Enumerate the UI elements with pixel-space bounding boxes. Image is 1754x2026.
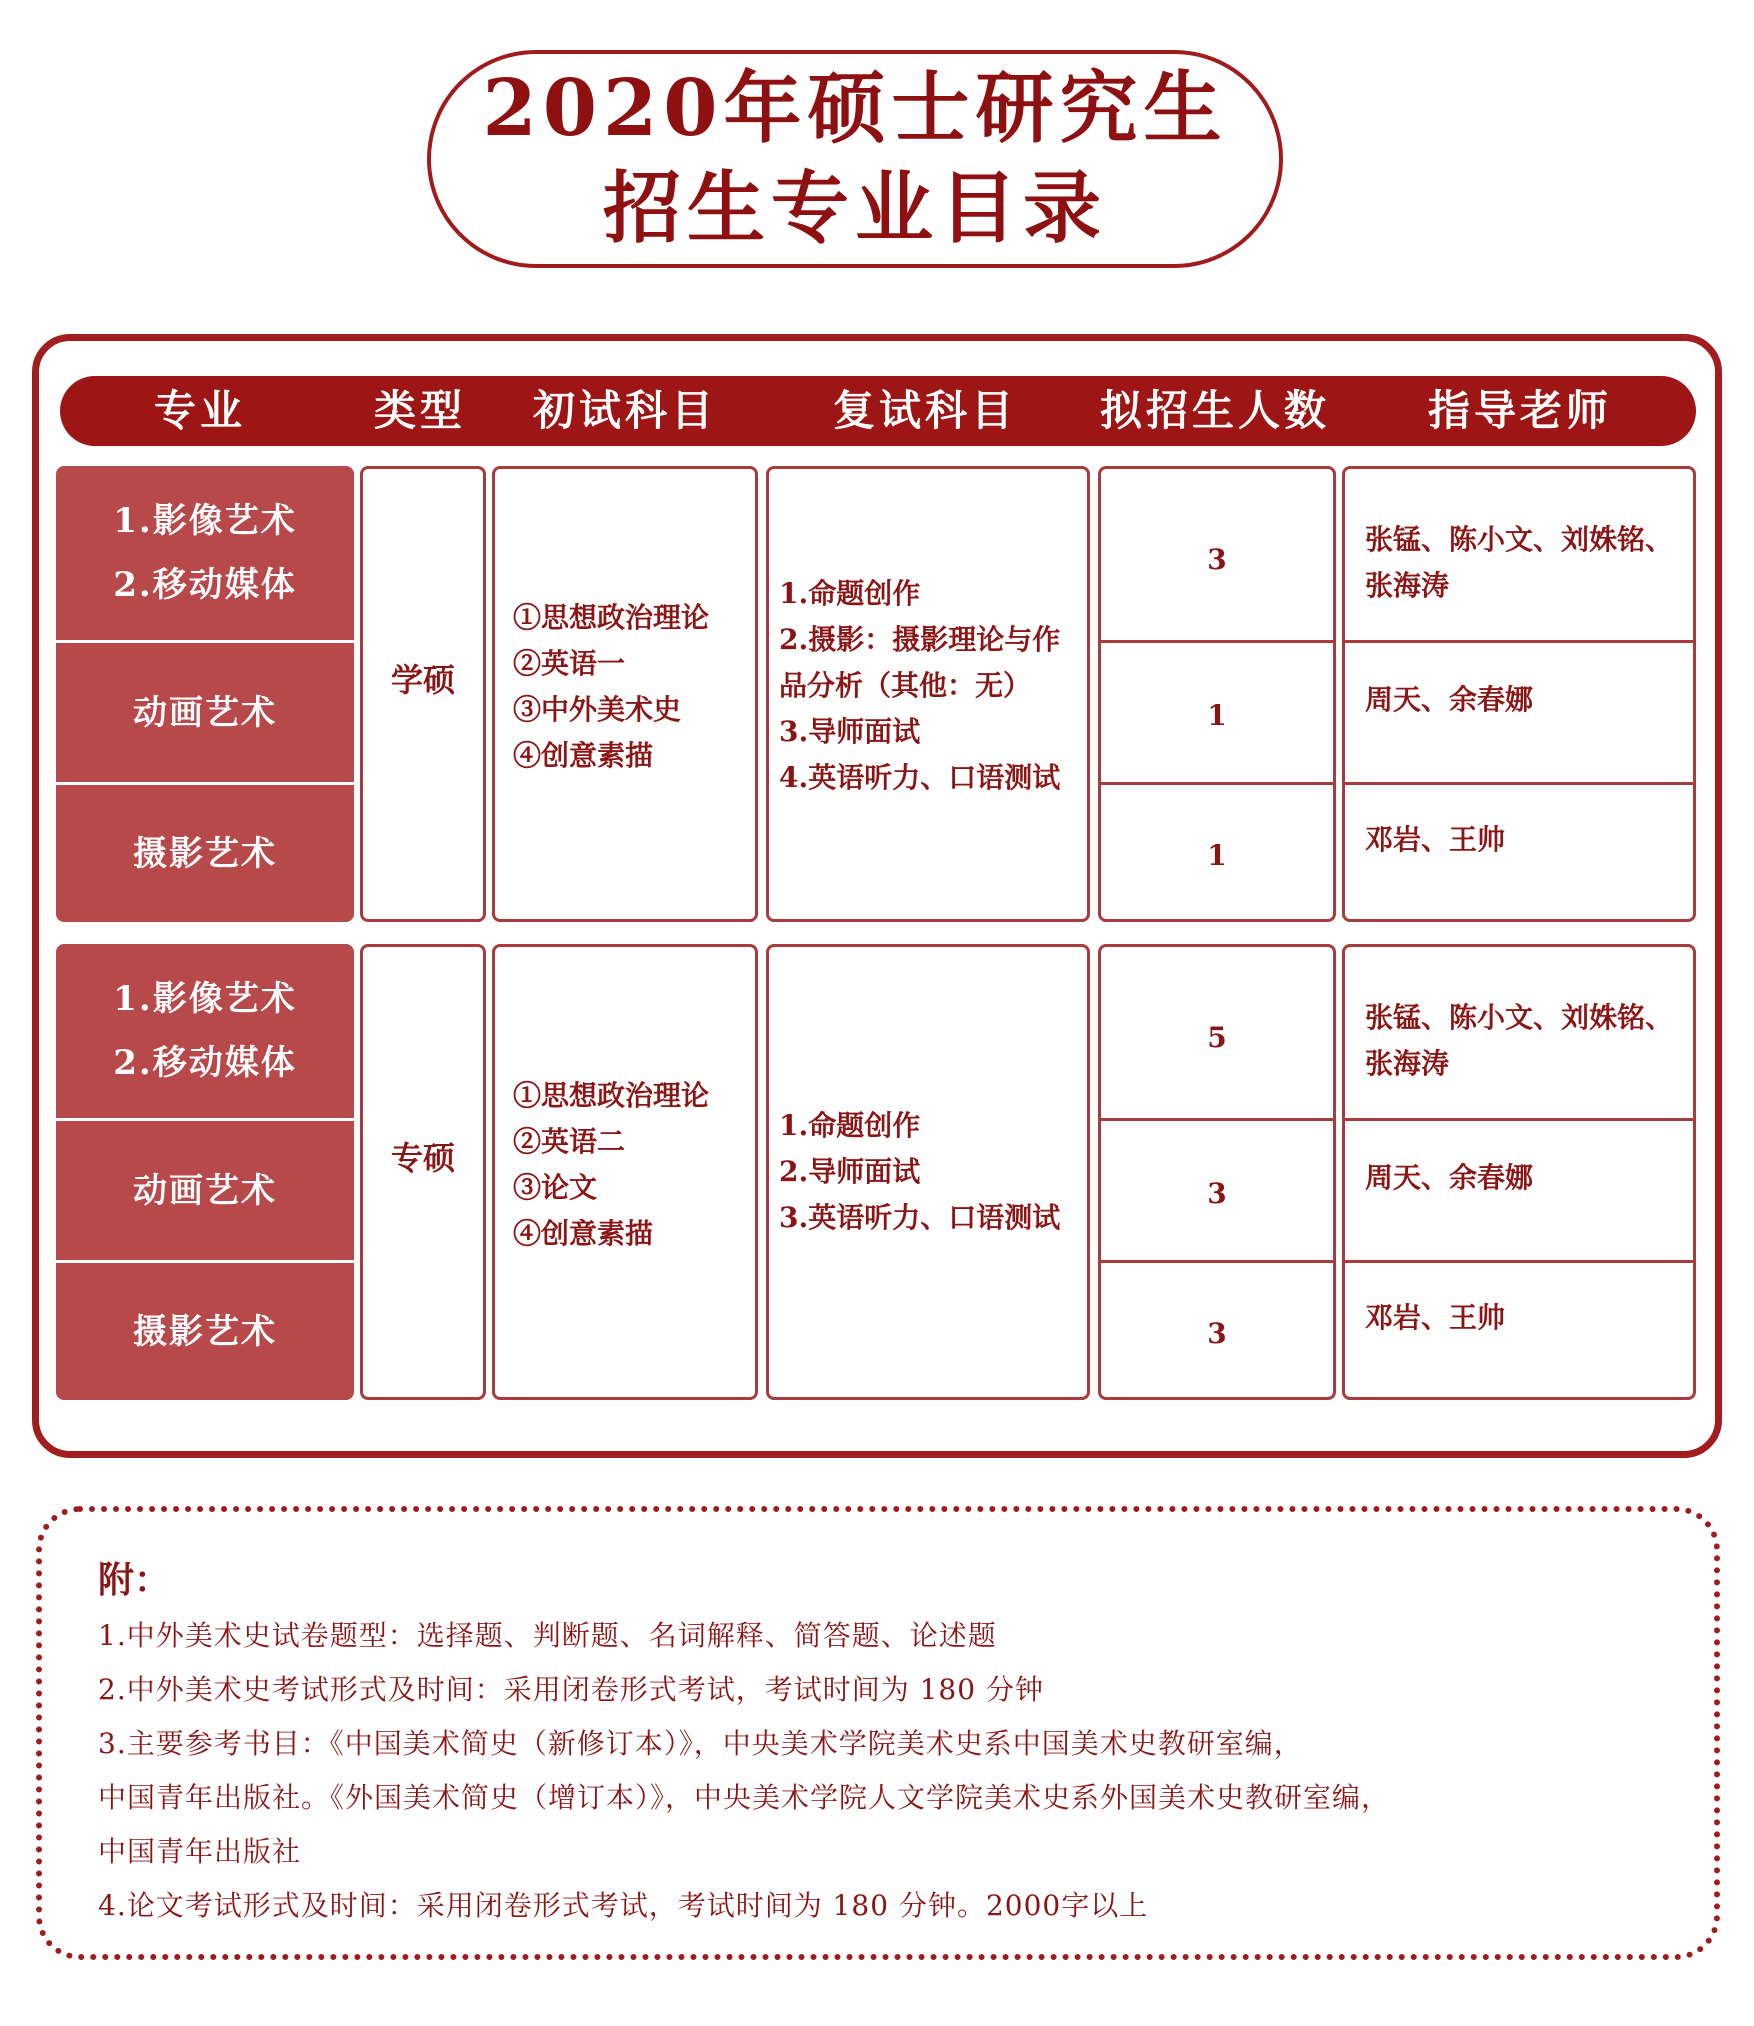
major-cell — [56, 1263, 354, 1400]
retest-subjects-list — [779, 1103, 1060, 1241]
retest-item: 4.英语听力、口语测试 — [779, 761, 1061, 794]
subject-item: ②英语一 — [513, 647, 626, 680]
advisor-line: 周天、余春娜 — [1365, 1161, 1534, 1194]
advisor-line: 张锰、陈小文、刘姝铭、 — [1365, 1001, 1674, 1034]
title-line-2: 招生专业目录 — [602, 163, 1107, 254]
quota-cell — [1098, 944, 1336, 1400]
retest-item: 2.摄影：摄影理论与作 — [779, 623, 1061, 656]
note-line: 3.主要参考书目：《中国美术简史（新修订本）》，中央美术学院美术史系中国美术史教研室编， — [98, 1727, 1303, 1760]
subject-item: ④创意素描 — [513, 739, 654, 772]
advisor-line: 张海涛 — [1365, 569, 1450, 602]
subject-item: ①思想政治理论 — [513, 601, 710, 634]
major-cell — [56, 466, 354, 640]
advisor-line: 张海涛 — [1365, 1047, 1450, 1080]
title-banner — [427, 50, 1283, 268]
subject-item: ①思想政治理论 — [513, 1079, 710, 1112]
retest-subjects-list — [779, 571, 1060, 801]
header-retest: 复试科目 — [832, 386, 1017, 435]
degree-type: 专硕 — [390, 1139, 455, 1177]
retest-item: 2.导师面试 — [779, 1155, 921, 1188]
initial-subjects-cell — [492, 944, 758, 1400]
advisor-cell — [1342, 944, 1696, 1400]
major-name: 摄影艺术 — [133, 833, 277, 874]
major-column-group-2 — [56, 944, 354, 1400]
quota-value: 3 — [1207, 1177, 1227, 1210]
retest-item: 3.导师面试 — [779, 715, 921, 748]
quota-value: 3 — [1207, 1317, 1227, 1350]
row-divider — [1345, 782, 1693, 785]
major-name: 2.移动媒体 — [113, 565, 297, 605]
header-initial-exam: 初试科目 — [532, 386, 717, 435]
quota-value: 1 — [1207, 839, 1227, 872]
advisor-names — [1365, 995, 1683, 1087]
advisor-line: 张锰、陈小文、刘姝铭、 — [1365, 523, 1674, 556]
retest-item: 3.英语听力、口语测试 — [779, 1201, 1061, 1234]
major-column-group-1 — [56, 466, 354, 922]
major-cell — [56, 643, 354, 782]
major-name: 摄影艺术 — [133, 1311, 277, 1352]
major-cell — [56, 1121, 354, 1260]
note-line: 4.论文考试形式及时间：采用闭卷形式考试，考试时间为 180 分钟。2000字以上 — [98, 1889, 1149, 1922]
major-cell — [56, 785, 354, 922]
notes-title: 附： — [98, 1559, 171, 1601]
type-cell — [360, 466, 486, 922]
major-name: 动画艺术 — [133, 1170, 277, 1211]
degree-type: 学硕 — [390, 661, 455, 699]
major-name: 1.影像艺术 — [113, 979, 297, 1019]
note-line: 中国青年出版社 — [98, 1835, 302, 1868]
header-major: 专业 — [153, 386, 246, 435]
advisor-names — [1365, 677, 1683, 723]
initial-subjects-cell — [492, 466, 758, 922]
retest-subjects-cell — [766, 944, 1090, 1400]
subject-item: ④创意素描 — [513, 1217, 654, 1250]
quota-value: 1 — [1207, 699, 1227, 732]
row-divider — [1101, 1118, 1333, 1121]
note-line: 1.中外美术史试卷题型：选择题、判断题、名词解释、简答题、论述题 — [98, 1619, 997, 1652]
advisor-cell — [1342, 466, 1696, 922]
major-cell — [56, 944, 354, 1118]
type-cell — [360, 944, 486, 1400]
header-advisor: 指导老师 — [1427, 386, 1612, 435]
advisor-line: 邓岩、王帅 — [1365, 1301, 1506, 1334]
advisor-line: 邓岩、王帅 — [1365, 823, 1506, 856]
subject-item: ②英语二 — [513, 1125, 626, 1158]
title-line-1: 2020年硕士研究生 — [482, 63, 1228, 154]
subject-item: ③中外美术史 — [513, 693, 682, 726]
header-type: 类型 — [373, 386, 466, 435]
note-line: 中国青年出版社。《外国美术简史（增订本）》，中央美术学院人文学院美术史系外国美术史教研室编， — [98, 1781, 1391, 1814]
initial-subjects-list — [513, 1073, 709, 1257]
retest-subjects-cell — [766, 466, 1090, 922]
row-divider — [1345, 1260, 1693, 1263]
subject-item: ③论文 — [513, 1171, 598, 1204]
advisor-line: 周天、余春娜 — [1365, 683, 1534, 716]
row-divider — [1101, 782, 1333, 785]
note-line: 2.中外美术史考试形式及时间：采用闭卷形式考试，考试时间为 180 分钟 — [98, 1673, 1044, 1706]
major-name: 2.移动媒体 — [113, 1043, 297, 1083]
retest-item: 1.命题创作 — [779, 1109, 921, 1142]
header-quota: 拟招生人数 — [1099, 386, 1330, 435]
quota-value: 5 — [1207, 1021, 1227, 1054]
row-divider — [1345, 1118, 1693, 1121]
row-divider — [1101, 1260, 1333, 1263]
retest-item: 1.命题创作 — [779, 577, 921, 610]
major-name: 1.影像艺术 — [113, 501, 297, 541]
quota-value: 3 — [1207, 543, 1227, 576]
row-divider — [1101, 640, 1333, 643]
quota-cell — [1098, 466, 1336, 922]
advisor-names — [1365, 1295, 1683, 1341]
initial-subjects-list — [513, 595, 709, 779]
advisor-names — [1365, 517, 1683, 609]
row-divider — [1345, 640, 1693, 643]
major-name: 动画艺术 — [133, 692, 277, 733]
retest-item: 品分析（其他：无） — [779, 669, 1032, 702]
advisor-names — [1365, 817, 1683, 863]
advisor-names — [1365, 1155, 1683, 1201]
